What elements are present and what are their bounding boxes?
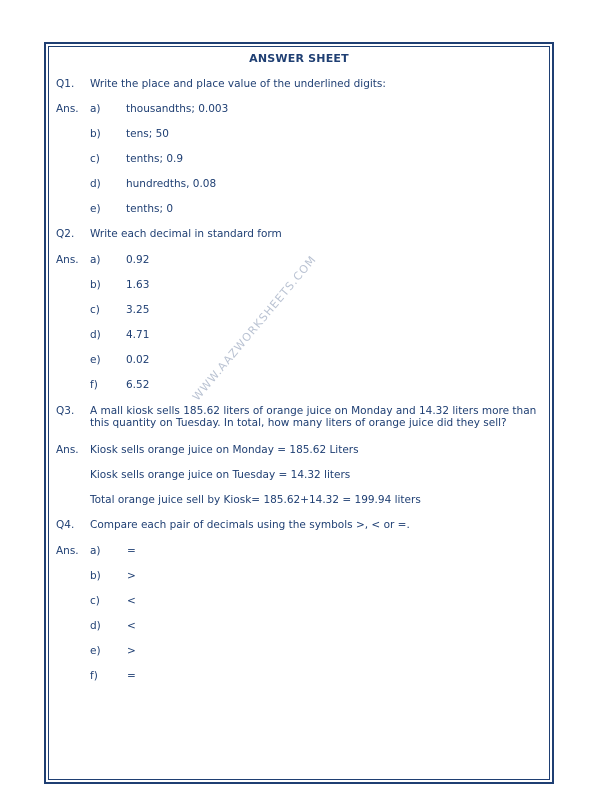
q2-e-value: 0.02 (126, 354, 150, 366)
q1-b-value: tens; 50 (126, 128, 169, 140)
q2-d-value: 4.71 (126, 329, 150, 341)
q2-c-value: 3.25 (126, 304, 150, 316)
q2-a-value: 0.92 (126, 254, 150, 266)
q1-d-label: d) (90, 178, 101, 190)
q4-b-label: b) (90, 570, 101, 582)
q1-a-value: thousandths; 0.003 (126, 103, 229, 115)
q4-text: Compare each pair of decimals using the symbols >, < or =. (90, 519, 410, 531)
q2-text: Write each decimal in standard form (90, 228, 282, 240)
q4-e-label: e) (90, 645, 101, 657)
q1-b-label: b) (90, 128, 101, 140)
q4-number: Q4. (56, 519, 75, 531)
q1-d-value: hundredths, 0.08 (126, 178, 217, 190)
q4-f-label: f) (90, 670, 98, 682)
q4-c-value: < (127, 595, 136, 607)
q4-c-label: c) (90, 595, 100, 607)
q3-text: A mall kiosk sells 185.62 liters of orange juice on Monday and 14.32 liters more than this quantity on Tuesday. In total, how many liters of orange juice did they sell? (90, 405, 537, 429)
q3-ans-label: Ans. (56, 444, 79, 456)
q3-number: Q3. (56, 405, 75, 417)
q2-e-label: e) (90, 354, 101, 366)
q4-e-value: > (127, 645, 136, 657)
q2-b-label: b) (90, 279, 101, 291)
q1-e-label: e) (90, 203, 101, 215)
q3-answer-line-3: Total orange juice sell by Kiosk= 185.62+14.32 = 199.94 liters (90, 494, 421, 506)
q3-answer-line-2: Kiosk sells orange juice on Tuesday = 14.32 liters (90, 469, 351, 481)
q2-f-value: 6.52 (126, 379, 150, 391)
q4-a-label: a) (90, 545, 101, 557)
q4-d-value: < (127, 620, 136, 632)
q2-a-label: a) (90, 254, 101, 266)
q1-number: Q1. (56, 78, 75, 90)
watermark: WWW.AAZWORKSHEETS.COM (190, 253, 320, 404)
q4-d-label: d) (90, 620, 101, 632)
q4-ans-label: Ans. (56, 545, 79, 557)
q4-f-value: = (127, 670, 136, 682)
q1-c-label: c) (90, 153, 100, 165)
q2-f-label: f) (90, 379, 98, 391)
q2-b-value: 1.63 (126, 279, 150, 291)
q2-ans-label: Ans. (56, 254, 79, 266)
q1-text: Write the place and place value of the underlined digits: (90, 78, 386, 90)
q4-b-value: > (127, 570, 136, 582)
q2-number: Q2. (56, 228, 75, 240)
q3-answer-line-1: Kiosk sells orange juice on Monday = 185.62 Liters (90, 444, 359, 456)
q1-e-value: tenths; 0 (126, 203, 174, 215)
q1-c-value: tenths; 0.9 (126, 153, 184, 165)
q1-ans-label: Ans. (56, 103, 79, 115)
q2-c-label: c) (90, 304, 100, 316)
q4-a-value: = (127, 545, 136, 557)
answer-sheet-title: ANSWER SHEET (249, 52, 349, 65)
q2-d-label: d) (90, 329, 101, 341)
q1-a-label: a) (90, 103, 101, 115)
